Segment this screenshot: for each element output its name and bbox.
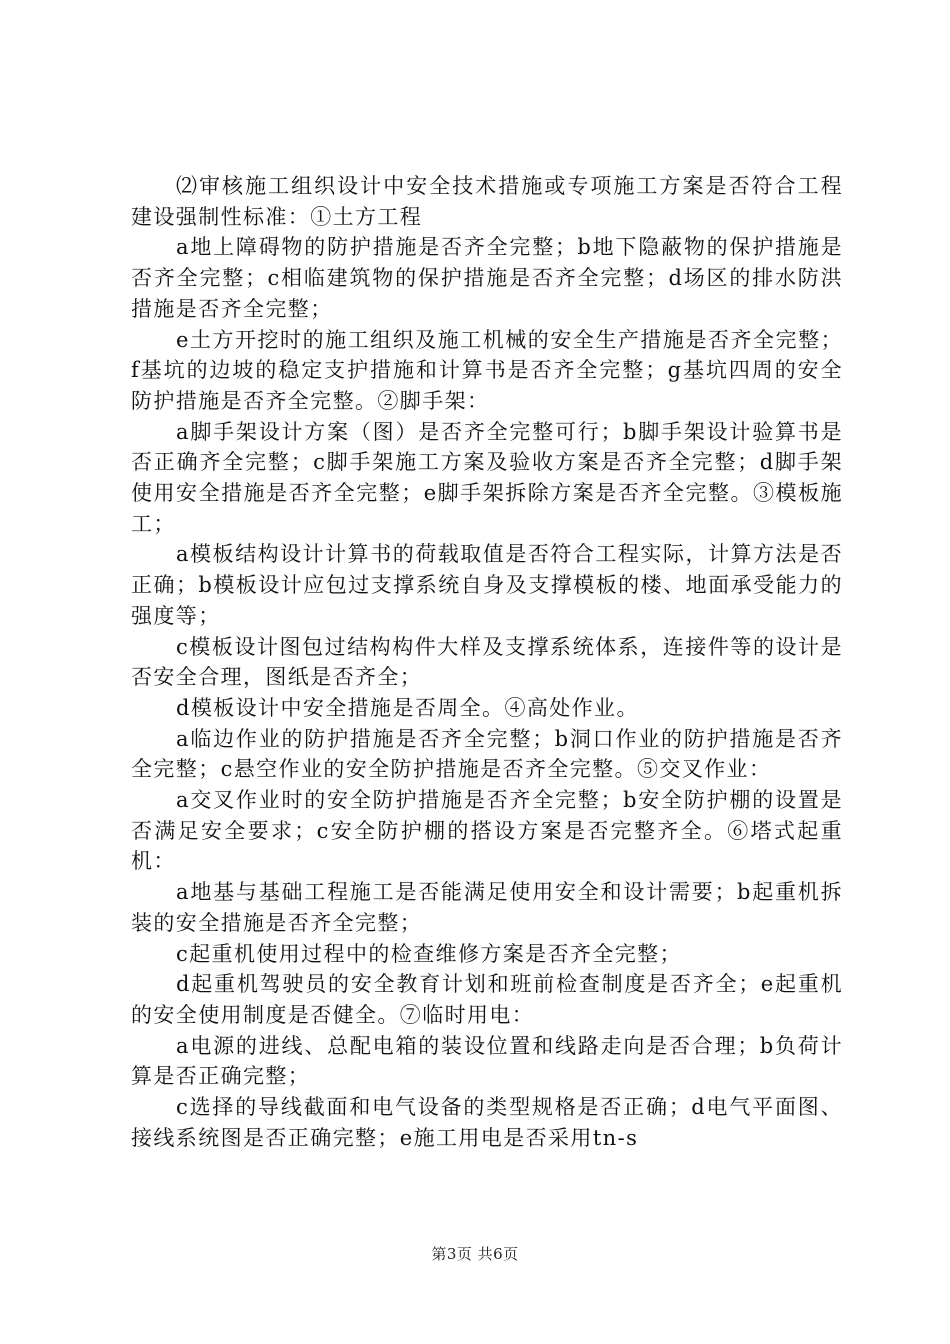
paragraph: c模板设计图包过结构构件大样及支撑系统体系，连接件等的设计是否安全合理，图纸是否齐全； [131,634,843,690]
paragraph: d模板设计中安全措施是否周全。④高处作业。 [176,695,639,720]
page-footer: 第3页 共6页 [431,1245,519,1263]
paragraph: e土方开挖时的施工组织及施工机械的安全生产措施是否齐全完整；f基坑的边坡的稳定支护措施和计算书是否齐全完整；g基坑四周的安全防护措施是否齐全完整。②脚手架： [131,327,843,413]
paragraph: a地基与基础工程施工是否能满足使用安全和设计需要；b起重机拆装的安全措施是否齐全完整； [131,880,843,935]
paragraph: a地上障碍物的防护措施是否齐全完整；b地下隐蔽物的保护措施是否齐全完整；c相临建筑物的保护措施是否齐全完整；d场区的排水防洪措施是否齐全完整； [131,235,843,321]
paragraph: ⑵审核施工组织设计中安全技术措施或专项施工方案是否符合工程建设强制性标准：①土方工程 [131,174,843,229]
document-body [131,171,843,1154]
paragraph: d起重机驾驶员的安全教育计划和班前检查制度是否齐全；e起重机的安全使用制度是否健全。⑦临时用电： [131,972,843,1027]
paragraph: a模板结构设计计算书的荷载取值是否符合工程实际，计算方法是否正确；b模板设计应包过支撑系统自身及支撑模板的楼、地面承受能力的强度等； [131,542,843,628]
paragraph: a交叉作业时的安全防护措施是否齐全完整；b安全防护棚的设置是否满足安全要求；c安全防护棚的搭设方案是否完整齐全。⑥塔式起重机： [131,788,843,874]
paragraph: a脚手架设计方案（图）是否齐全完整可行；b脚手架设计验算书是否正确齐全完整；c脚手架施工方案及验收方案是否齐全完整；d脚手架使用安全措施是否齐全完整；e脚手架拆除方案是否齐全完整。③模板施工； [131,419,843,536]
paragraph: c起重机使用过程中的检查维修方案是否齐全完整； [176,941,682,966]
paragraph: c选择的导线截面和电气设备的类型规格是否正确；d电气平面图、接线系统图是否正确完整；e施工用电是否采用tn-s [131,1095,843,1150]
paragraph: a临边作业的防护措施是否齐全完整；b洞口作业的防护措施是否齐全完整；c悬空作业的安全防护措施是否齐全完整。⑤交叉作业： [131,726,843,782]
paragraph: a电源的进线、总配电箱的装设位置和线路走向是否合理；b负荷计算是否正确完整； [131,1033,843,1089]
